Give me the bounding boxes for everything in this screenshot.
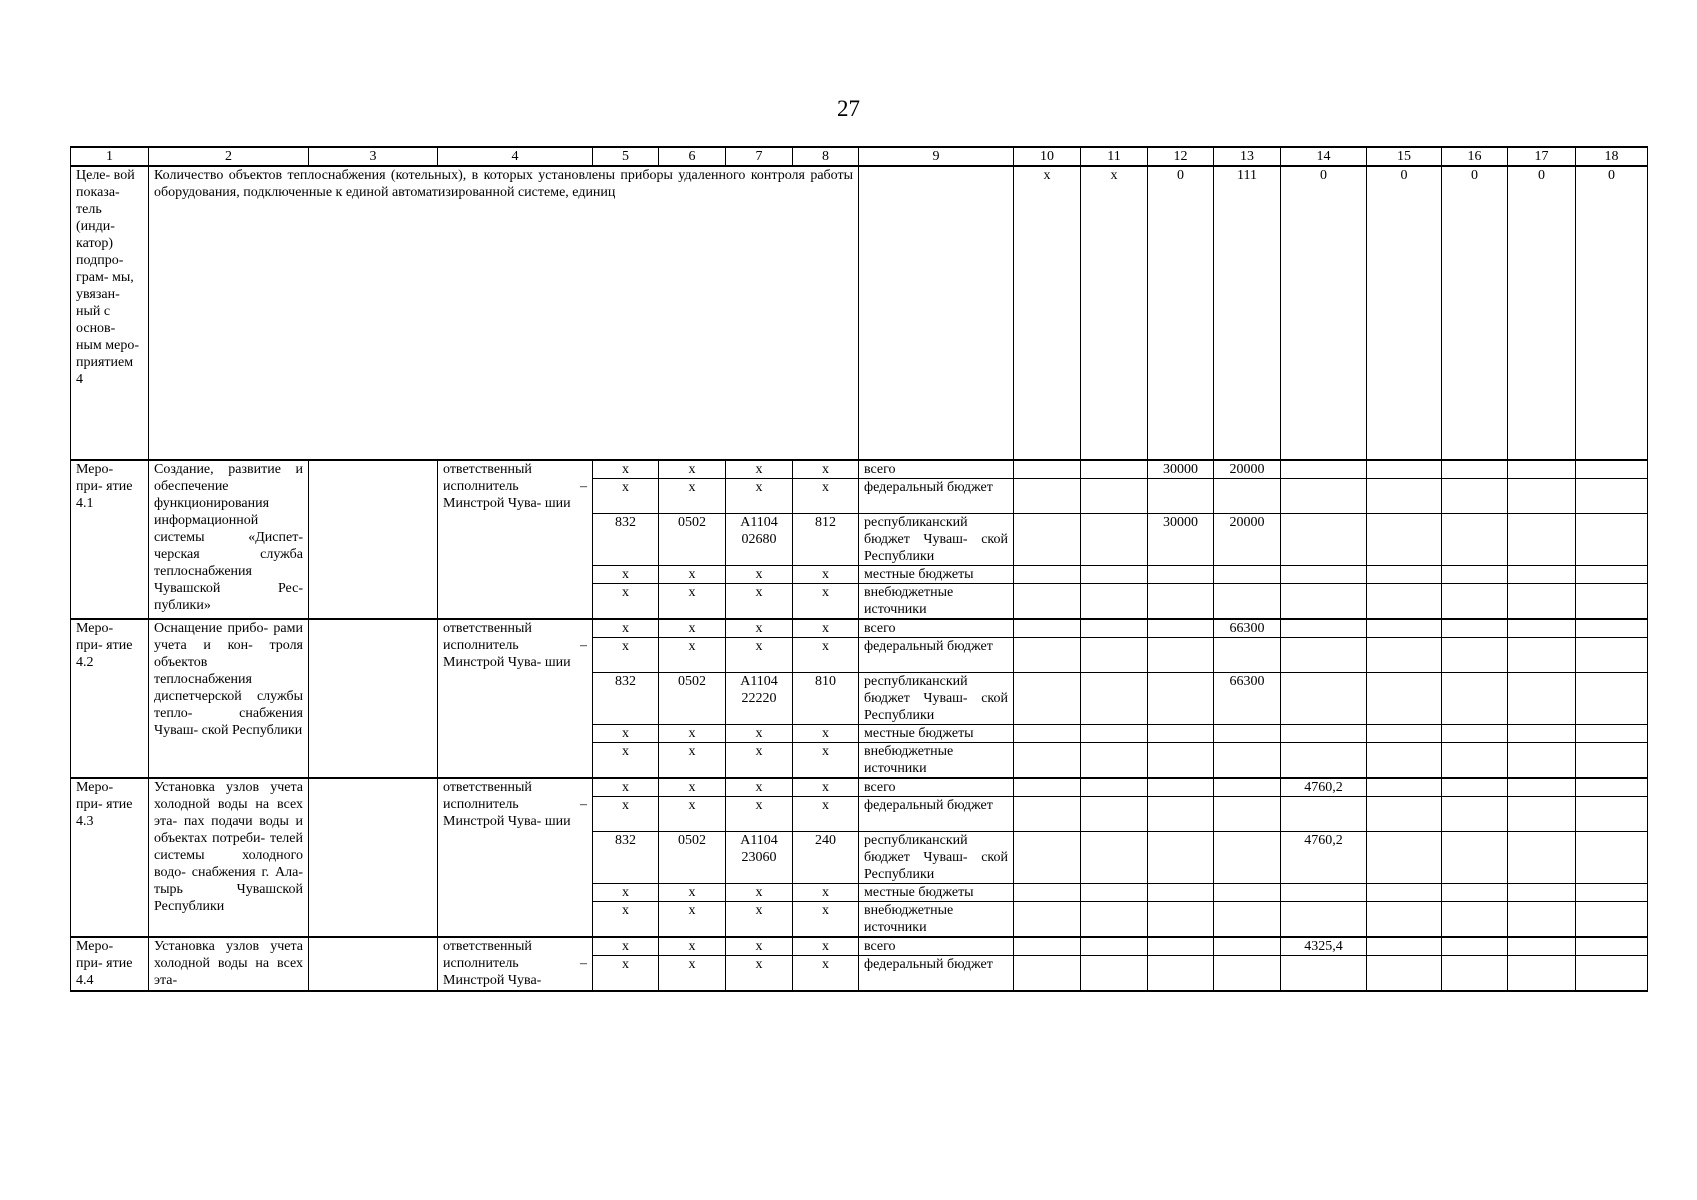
budget-code-cell: х [593, 479, 659, 514]
value-cell [1508, 584, 1576, 620]
budget-code-cell: А1104 23060 [726, 832, 793, 884]
value-cell [1576, 638, 1648, 673]
target-indicator-value: х [1081, 166, 1148, 460]
budget-code-cell: 240 [793, 832, 859, 884]
value-cell [1014, 797, 1081, 832]
value-cell [1281, 584, 1367, 620]
value-cell: 4760,2 [1281, 778, 1367, 797]
value-cell [1081, 566, 1148, 584]
budget-code-cell: 812 [793, 514, 859, 566]
value-cell [1014, 673, 1081, 725]
value-cell [1214, 743, 1281, 779]
budget-code-cell: А1104 22220 [726, 673, 793, 725]
value-cell [1442, 584, 1508, 620]
value-cell [1442, 619, 1508, 638]
target-indicator-value: 0 [1148, 166, 1214, 460]
value-cell [1576, 778, 1648, 797]
value-cell [1081, 479, 1148, 514]
budget-code-cell: х [659, 619, 726, 638]
budget-code-cell: х [793, 937, 859, 956]
value-cell [1148, 673, 1214, 725]
value-cell [1281, 902, 1367, 938]
measure-executor: ответственный исполнитель – Минстрой Чува- [438, 937, 593, 991]
value-cell [1081, 743, 1148, 779]
budget-code-cell: х [726, 884, 793, 902]
value-cell [1442, 479, 1508, 514]
value-cell [1281, 460, 1367, 479]
value-cell [1442, 797, 1508, 832]
value-cell [1014, 584, 1081, 620]
measure-executor: ответственный исполнитель – Минстрой Чува- шии [438, 460, 593, 619]
target-indicator-value: 0 [1367, 166, 1442, 460]
budget-code-cell: х [659, 725, 726, 743]
value-cell [1081, 884, 1148, 902]
value-cell: 66300 [1214, 619, 1281, 638]
value-cell [1214, 956, 1281, 992]
value-cell [1014, 956, 1081, 992]
value-cell [1014, 725, 1081, 743]
value-cell [1367, 673, 1442, 725]
value-cell [1214, 902, 1281, 938]
budget-code-cell: х [726, 479, 793, 514]
value-cell [1442, 778, 1508, 797]
value-cell [1508, 460, 1576, 479]
budget-code-cell: х [659, 778, 726, 797]
value-cell [1081, 956, 1148, 992]
value-cell [1508, 778, 1576, 797]
value-cell [1576, 832, 1648, 884]
value-cell [1081, 725, 1148, 743]
target-indicator-value: 0 [1281, 166, 1367, 460]
value-cell [1508, 797, 1576, 832]
funding-source: внебюджетные источники [859, 584, 1014, 620]
budget-code-cell: х [659, 884, 726, 902]
value-cell [1014, 902, 1081, 938]
table-row [71, 937, 1648, 956]
value-cell [1148, 743, 1214, 779]
budget-code-cell: х [793, 956, 859, 992]
value-cell [1576, 619, 1648, 638]
value-cell [1442, 460, 1508, 479]
value-cell [1148, 638, 1214, 673]
value-cell [1014, 638, 1081, 673]
value-cell [1281, 566, 1367, 584]
value-cell [1148, 937, 1214, 956]
value-cell [1214, 884, 1281, 902]
measure-column-3 [309, 778, 438, 937]
value-cell [1281, 956, 1367, 992]
budget-code-cell: х [726, 797, 793, 832]
page-number: 27 [837, 96, 860, 121]
value-cell [1081, 937, 1148, 956]
measure-column-3 [309, 619, 438, 778]
value-cell [1281, 725, 1367, 743]
budget-code-cell: х [793, 584, 859, 620]
value-cell [1367, 566, 1442, 584]
budget-code-cell: х [593, 956, 659, 992]
funding-source: федеральный бюджет [859, 479, 1014, 514]
budget-code-cell: 0502 [659, 832, 726, 884]
value-cell [1081, 902, 1148, 938]
funding-source: всего [859, 619, 1014, 638]
target-indicator-value: 111 [1214, 166, 1281, 460]
value-cell [1576, 514, 1648, 566]
value-cell [1281, 797, 1367, 832]
value-cell [1508, 725, 1576, 743]
value-cell [1148, 956, 1214, 992]
value-cell [1508, 832, 1576, 884]
budget-code-cell: х [793, 884, 859, 902]
header-row [71, 147, 1648, 166]
value-cell [1576, 673, 1648, 725]
budget-code-cell: х [726, 619, 793, 638]
value-cell [1014, 566, 1081, 584]
column-number-1: 1 [71, 147, 149, 166]
target-indicator-value: х [1014, 166, 1081, 460]
value-cell [1576, 884, 1648, 902]
column-number-7: 7 [726, 147, 793, 166]
value-cell [1508, 638, 1576, 673]
value-cell [1442, 743, 1508, 779]
budget-code-cell: х [726, 778, 793, 797]
value-cell [1148, 566, 1214, 584]
value-cell: 30000 [1148, 514, 1214, 566]
value-cell [1442, 514, 1508, 566]
value-cell [1367, 584, 1442, 620]
value-cell [1148, 479, 1214, 514]
value-cell [1214, 638, 1281, 673]
value-cell [1214, 797, 1281, 832]
budget-code-cell: х [659, 638, 726, 673]
value-cell [1442, 884, 1508, 902]
value-cell [1576, 956, 1648, 992]
measure-name: Оснащение прибо- рами учета и кон- троля объектов теплоснабжения диспетчерской службы тепло- снабжения Чуваш- ской Республики [149, 619, 309, 778]
column-number-13: 13 [1214, 147, 1281, 166]
funding-source: всего [859, 937, 1014, 956]
column-number-17: 17 [1508, 147, 1576, 166]
budget-code-cell: х [659, 937, 726, 956]
value-cell [1081, 832, 1148, 884]
value-cell [1148, 884, 1214, 902]
budget-code-cell: х [793, 479, 859, 514]
value-cell [1281, 673, 1367, 725]
table-row [71, 778, 1648, 797]
value-cell [1281, 619, 1367, 638]
budget-code-cell: х [593, 460, 659, 479]
budget-code-cell: А1104 02680 [726, 514, 793, 566]
value-cell [1508, 619, 1576, 638]
budget-code-cell: х [659, 797, 726, 832]
funding-source: местные бюджеты [859, 566, 1014, 584]
measure-name: Установка узлов учета холодной воды на всех эта- пах подачи воды и объектах потреби- телей системы холодного водо- снабжения г. Ала- тырь Чувашской Республики [149, 778, 309, 937]
column-number-2: 2 [149, 147, 309, 166]
value-cell [1081, 619, 1148, 638]
budget-code-cell: х [726, 937, 793, 956]
value-cell: 4325,4 [1281, 937, 1367, 956]
value-cell [1508, 566, 1576, 584]
measure-name: Создание, развитие и обеспечение функционирования информационной системы «Диспет- черская служба теплоснабжения Чувашской Рес- публики» [149, 460, 309, 619]
budget-code-cell: х [593, 902, 659, 938]
value-cell [1281, 884, 1367, 902]
budget-code-cell: х [593, 743, 659, 779]
value-cell [1014, 743, 1081, 779]
value-cell [1508, 937, 1576, 956]
value-cell [1508, 884, 1576, 902]
funding-source: республиканский бюджет Чуваш- ской Республики [859, 514, 1014, 566]
measure-executor: ответственный исполнитель – Минстрой Чува- шии [438, 778, 593, 937]
funding-source: местные бюджеты [859, 884, 1014, 902]
value-cell [1081, 778, 1148, 797]
value-cell: 30000 [1148, 460, 1214, 479]
value-cell [1214, 778, 1281, 797]
value-cell [1014, 619, 1081, 638]
value-cell [1148, 584, 1214, 620]
target-indicator-source [859, 166, 1014, 460]
budget-code-cell: х [593, 778, 659, 797]
value-cell [1367, 937, 1442, 956]
value-cell [1367, 902, 1442, 938]
value-cell [1214, 479, 1281, 514]
value-cell [1508, 673, 1576, 725]
value-cell [1214, 937, 1281, 956]
value-cell [1014, 937, 1081, 956]
value-cell [1442, 725, 1508, 743]
budget-code-cell: 0502 [659, 514, 726, 566]
budget-code-cell: х [659, 584, 726, 620]
value-cell [1367, 956, 1442, 992]
value-cell [1442, 956, 1508, 992]
budget-code-cell: х [659, 566, 726, 584]
funding-source: республиканский бюджет Чуваш- ской Республики [859, 832, 1014, 884]
budget-code-cell: х [793, 743, 859, 779]
target-indicator-value: 0 [1576, 166, 1648, 460]
measure-column-3 [309, 460, 438, 619]
value-cell: 20000 [1214, 460, 1281, 479]
column-number-12: 12 [1148, 147, 1214, 166]
value-cell: 20000 [1214, 514, 1281, 566]
budget-code-cell: х [593, 797, 659, 832]
value-cell [1214, 566, 1281, 584]
budget-code-cell: х [593, 937, 659, 956]
budget-code-cell: х [726, 460, 793, 479]
value-cell [1367, 778, 1442, 797]
budget-code-cell: х [726, 566, 793, 584]
budget-code-cell: х [793, 797, 859, 832]
budget-code-cell: х [593, 566, 659, 584]
value-cell [1148, 619, 1214, 638]
funding-source: республиканский бюджет Чуваш- ской Республики [859, 673, 1014, 725]
column-number-6: 6 [659, 147, 726, 166]
target-indicator-row [71, 166, 1648, 460]
funding-source: внебюджетные источники [859, 743, 1014, 779]
value-cell [1014, 460, 1081, 479]
value-cell [1367, 743, 1442, 779]
value-cell [1508, 902, 1576, 938]
budget-code-cell: х [593, 619, 659, 638]
funding-source: внебюджетные источники [859, 902, 1014, 938]
budget-code-cell: х [593, 584, 659, 620]
value-cell: 66300 [1214, 673, 1281, 725]
budget-code-cell: х [726, 743, 793, 779]
value-cell [1148, 797, 1214, 832]
budget-table [70, 146, 1648, 992]
budget-code-cell: х [793, 566, 859, 584]
column-number-9: 9 [859, 147, 1014, 166]
budget-code-cell: 832 [593, 514, 659, 566]
budget-code-cell: х [793, 460, 859, 479]
budget-code-cell: х [659, 902, 726, 938]
value-cell [1081, 460, 1148, 479]
value-cell [1281, 514, 1367, 566]
column-number-11: 11 [1081, 147, 1148, 166]
value-cell [1576, 797, 1648, 832]
value-cell [1281, 743, 1367, 779]
budget-code-cell: х [659, 743, 726, 779]
value-cell [1442, 937, 1508, 956]
funding-source: федеральный бюджет [859, 638, 1014, 673]
table-row [71, 619, 1648, 638]
value-cell [1576, 460, 1648, 479]
measure-label: Меро- при- ятие 4.3 [71, 778, 149, 937]
measure-label: Меро- при- ятие 4.1 [71, 460, 149, 619]
value-cell [1442, 566, 1508, 584]
value-cell [1214, 832, 1281, 884]
measure-executor: ответственный исполнитель – Минстрой Чува- шии [438, 619, 593, 778]
budget-code-cell: 0502 [659, 673, 726, 725]
column-number-15: 15 [1367, 147, 1442, 166]
value-cell [1014, 514, 1081, 566]
value-cell [1367, 832, 1442, 884]
value-cell [1214, 584, 1281, 620]
column-number-14: 14 [1281, 147, 1367, 166]
budget-code-cell: х [726, 902, 793, 938]
column-number-4: 4 [438, 147, 593, 166]
value-cell [1367, 884, 1442, 902]
budget-code-cell: х [659, 479, 726, 514]
value-cell [1367, 619, 1442, 638]
value-cell [1148, 778, 1214, 797]
budget-code-cell: х [726, 725, 793, 743]
value-cell [1081, 673, 1148, 725]
column-number-5: 5 [593, 147, 659, 166]
budget-code-cell: х [726, 956, 793, 992]
value-cell [1576, 566, 1648, 584]
target-indicator-value: 0 [1442, 166, 1508, 460]
budget-code-cell: х [793, 902, 859, 938]
value-cell [1367, 460, 1442, 479]
value-cell [1081, 514, 1148, 566]
funding-source: местные бюджеты [859, 725, 1014, 743]
funding-source: федеральный бюджет [859, 797, 1014, 832]
budget-code-cell: 832 [593, 832, 659, 884]
value-cell [1014, 884, 1081, 902]
budget-code-cell: х [593, 638, 659, 673]
budget-code-cell: х [659, 460, 726, 479]
value-cell [1508, 743, 1576, 779]
column-number-8: 8 [793, 147, 859, 166]
value-cell [1014, 778, 1081, 797]
value-cell [1576, 902, 1648, 938]
column-number-16: 16 [1442, 147, 1508, 166]
value-cell [1281, 479, 1367, 514]
value-cell [1442, 673, 1508, 725]
value-cell [1576, 584, 1648, 620]
value-cell [1442, 638, 1508, 673]
budget-code-cell: 832 [593, 673, 659, 725]
column-number-18: 18 [1576, 147, 1648, 166]
budget-code-cell: 810 [793, 673, 859, 725]
value-cell [1081, 584, 1148, 620]
column-number-10: 10 [1014, 147, 1081, 166]
measure-name: Установка узлов учета холодной воды на всех эта- [149, 937, 309, 991]
value-cell [1367, 797, 1442, 832]
value-cell [1367, 725, 1442, 743]
value-cell [1081, 638, 1148, 673]
budget-code-cell: х [793, 619, 859, 638]
budget-code-cell: х [659, 956, 726, 992]
budget-code-cell: х [593, 884, 659, 902]
value-cell [1576, 479, 1648, 514]
value-cell [1014, 479, 1081, 514]
funding-source: всего [859, 460, 1014, 479]
budget-code-cell: х [793, 638, 859, 673]
value-cell [1508, 514, 1576, 566]
value-cell [1576, 743, 1648, 779]
measure-label: Меро- при- ятие 4.4 [71, 937, 149, 991]
budget-code-cell: х [793, 725, 859, 743]
value-cell [1508, 956, 1576, 992]
value-cell [1442, 832, 1508, 884]
value-cell [1367, 479, 1442, 514]
value-cell [1014, 832, 1081, 884]
value-cell [1576, 725, 1648, 743]
value-cell [1148, 832, 1214, 884]
value-cell [1081, 797, 1148, 832]
budget-code-cell: х [726, 638, 793, 673]
value-cell [1148, 725, 1214, 743]
target-indicator-label: Целе- вой показа- тель (инди- катор) подпро- грам- мы, увязан- ный с основ- ным меро- приятием 4 [71, 166, 149, 460]
value-cell [1508, 479, 1576, 514]
value-cell [1367, 514, 1442, 566]
budget-code-cell: х [793, 778, 859, 797]
measure-label: Меро- при- ятие 4.2 [71, 619, 149, 778]
budget-code-cell: х [593, 725, 659, 743]
budget-code-cell: х [726, 584, 793, 620]
measure-column-3 [309, 937, 438, 991]
value-cell [1148, 902, 1214, 938]
funding-source: федеральный бюджет [859, 956, 1014, 992]
value-cell [1442, 902, 1508, 938]
value-cell [1281, 638, 1367, 673]
value-cell [1576, 937, 1648, 956]
target-indicator-value: 0 [1508, 166, 1576, 460]
value-cell [1214, 725, 1281, 743]
column-number-3: 3 [309, 147, 438, 166]
value-cell [1367, 638, 1442, 673]
funding-source: всего [859, 778, 1014, 797]
target-indicator-name: Количество объектов теплоснабжения (котельных), в которых установлены приборы удаленного контроля работы оборудования, подключенные к единой автоматизированной системе, единиц [149, 166, 859, 460]
value-cell: 4760,2 [1281, 832, 1367, 884]
table-row [71, 460, 1648, 479]
